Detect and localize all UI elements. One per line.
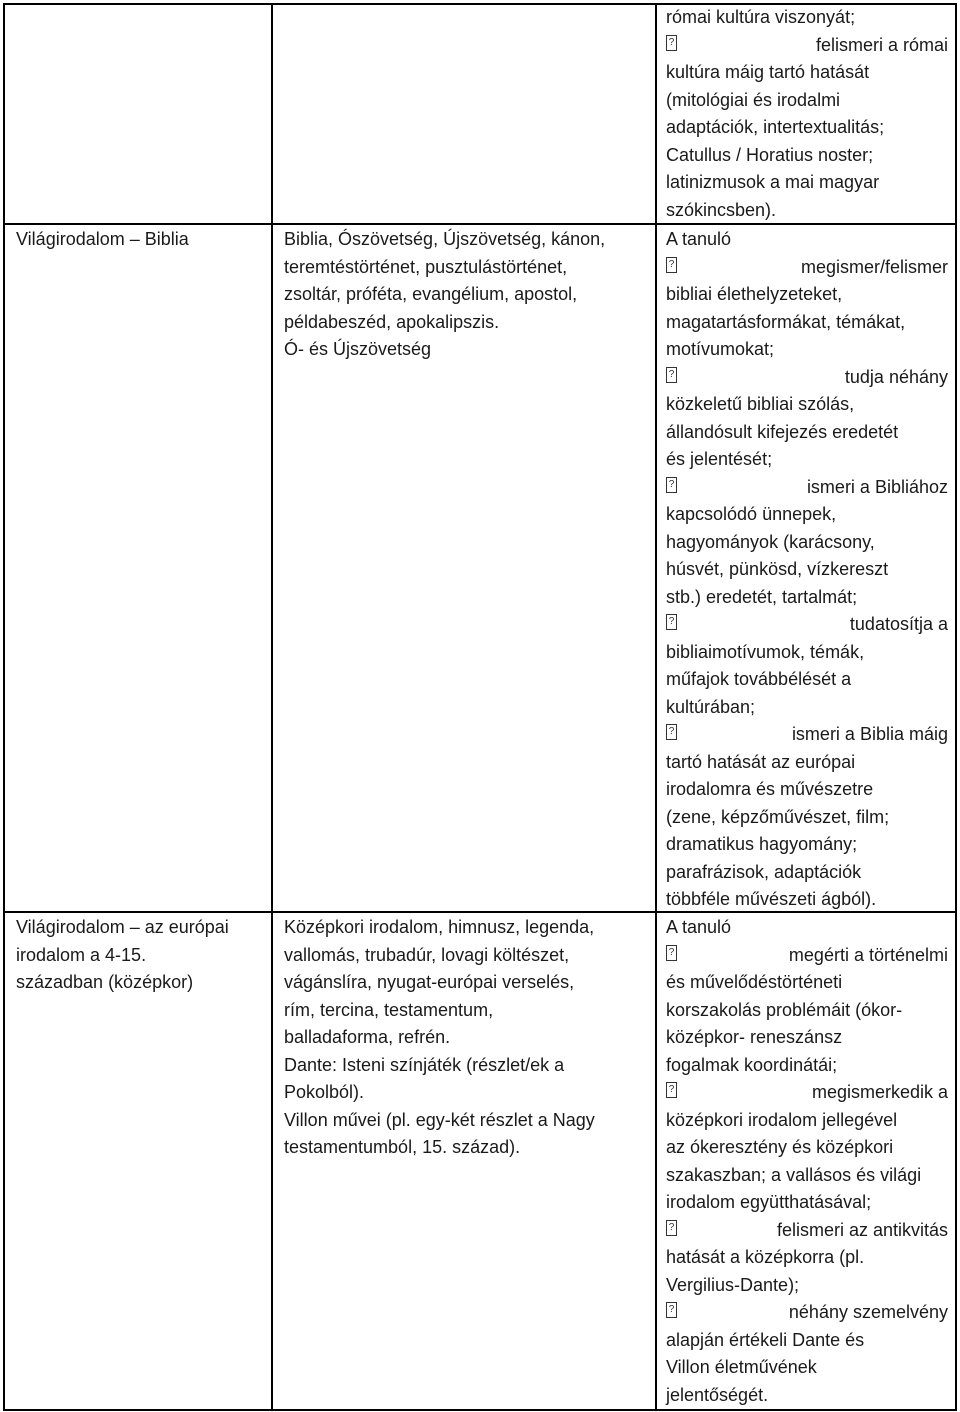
- bullet-text: megismerkedik a: [811, 1082, 948, 1102]
- bullet-icon: ?: [666, 367, 677, 383]
- table-border-right: [955, 3, 957, 1411]
- text-line: középkori irodalom jellegével: [666, 1109, 898, 1130]
- continuation-cell: [666, 4, 948, 224]
- bullet-item: [666, 942, 948, 970]
- text-line: Pokolból).: [284, 1082, 365, 1102]
- bullet-item: [666, 1299, 948, 1327]
- text-line: dramatikus hagyomány;: [666, 834, 858, 854]
- text-line: és jelentését;: [666, 449, 773, 469]
- text-line: Ó- és Újszövetség: [284, 339, 432, 359]
- text-line: hagyományok (karácsony,: [666, 531, 875, 552]
- concepts-cell-middle-ages: [284, 914, 644, 1162]
- text-line: stb.) eredetét, tartalmát;: [666, 586, 858, 607]
- text-line: középkor- reneszánsz: [666, 1027, 843, 1047]
- text-line: húsvét, pünkösd, vízkereszt: [666, 559, 889, 579]
- bullet-item: [666, 254, 948, 282]
- outcomes-cell-middle-ages: [666, 914, 948, 1409]
- bullet-icon: ?: [666, 1302, 677, 1318]
- text-line: magatartásformákat, témákat,: [666, 311, 906, 332]
- text-line: műfajok továbbélését a: [666, 669, 852, 689]
- topic-cell-bible: [16, 226, 248, 254]
- text-line: irodalomra és művészetre: [666, 779, 874, 799]
- text-line: Dante: Isteni színjáték (részlet/ek a: [284, 1054, 565, 1075]
- bullet-item: [666, 32, 948, 60]
- text-line: kultúrában;: [666, 696, 756, 717]
- text-line: teremtéstörténet, pusztulástörténet,: [284, 256, 568, 277]
- text-line: az ókeresztény és középkori: [666, 1137, 894, 1157]
- bullet-item: [666, 364, 948, 392]
- text-line: korszakolás problémáit (ókor-: [666, 999, 903, 1020]
- text-line: alapján értékeli Dante és: [666, 1329, 865, 1350]
- text-line: és művelődéstörténeti: [666, 972, 843, 992]
- column-divider-2: [655, 3, 657, 1411]
- text-line: adaptációk, intertextualitás;: [666, 117, 885, 137]
- bullet-item: [666, 721, 948, 749]
- bullet-icon: ?: [666, 257, 677, 273]
- text-line: parafrázisok, adaptációk: [666, 861, 862, 882]
- bullet-text: ismeri a Biblia máig: [791, 724, 948, 744]
- text-line: Villon művei (pl. egy-két részlet a Nagy: [284, 1109, 595, 1130]
- text-line: szókincsben).: [666, 199, 777, 220]
- bullet-text: tudja néhány: [844, 366, 948, 387]
- text-line: kultúra máig tartó hatását: [666, 62, 870, 82]
- bullet-icon: ?: [666, 614, 677, 630]
- text-line: példabeszéd, apokalipszis.: [284, 311, 500, 332]
- text-line: irodalom együtthatásával;: [666, 1192, 872, 1212]
- bullet-text: megismer/felismer: [800, 256, 948, 277]
- outcomes-intro: A tanuló: [666, 917, 732, 937]
- bullet-text: megérti a történelmi: [788, 944, 948, 965]
- text-line: Villon életművének: [666, 1357, 817, 1377]
- bullet-item: [666, 1079, 948, 1107]
- table-border-bottom: [3, 1409, 957, 1411]
- text-line: (mitológiai és irodalmi: [666, 89, 841, 110]
- concepts-cell-bible: [284, 226, 644, 364]
- text-line: Biblia, Ószövetség, Újszövetség, kánon,: [284, 229, 606, 249]
- bullet-text: felismeri a római: [815, 34, 948, 55]
- topic-title: Világirodalom – Biblia: [16, 229, 189, 249]
- text-line: jelentőségét.: [666, 1384, 769, 1405]
- text-line: Vergilius-Dante);: [666, 1274, 800, 1295]
- bullet-text: felismeri az antikvitás: [776, 1219, 948, 1240]
- text-line: római kultúra viszonyát;: [666, 7, 856, 27]
- topic-title: Világirodalom – az európai: [16, 917, 229, 937]
- text-line: kapcsolódó ünnepek,: [666, 504, 837, 524]
- table-border-left: [3, 3, 5, 1411]
- bullet-item: [666, 474, 948, 502]
- text-line: többféle művészeti ágból).: [666, 889, 877, 909]
- topic-cell-middle-ages: [16, 914, 248, 997]
- bullet-icon: ?: [666, 945, 677, 961]
- column-divider-1: [271, 3, 273, 1411]
- text-line: hatását a középkorra (pl.: [666, 1247, 865, 1267]
- bullet-icon: ?: [666, 35, 677, 51]
- bullet-item: [666, 1217, 948, 1245]
- text-line: balladaforma, refrén.: [284, 1027, 451, 1047]
- bullet-icon: ?: [666, 1082, 677, 1098]
- bullet-icon: ?: [666, 724, 677, 740]
- text-line: vágánslíra, nyugat-európai verselés,: [284, 972, 575, 992]
- text-line: vallomás, trubadúr, lovagi költészet,: [284, 944, 570, 965]
- text-line: bibliai élethelyzeteket,: [666, 284, 843, 304]
- text-line: közkeletű bibliai szólás,: [666, 394, 855, 414]
- text-line: állandósult kifejezés eredetét: [666, 421, 899, 442]
- outcomes-cell-bible: [666, 226, 948, 914]
- bullet-text: tudatosítja a: [849, 614, 948, 634]
- topic-title: irodalom a 4-15.: [16, 944, 147, 965]
- text-line: latinizmusok a mai magyar: [666, 172, 880, 192]
- text-line: Középkori irodalom, himnusz, legenda,: [284, 917, 595, 937]
- text-line: bibliaimotívumok, témák,: [666, 641, 865, 662]
- bullet-icon: ?: [666, 477, 677, 493]
- text-line: Catullus / Horatius noster;: [666, 144, 874, 165]
- text-line: zsoltár, próféta, evangélium, apostol,: [284, 284, 578, 304]
- text-line: szakaszban; a vallásos és világi: [666, 1164, 922, 1185]
- text-line: fogalmak koordinátái;: [666, 1054, 838, 1075]
- bullet-item: [666, 611, 948, 639]
- topic-title: században (középkor): [16, 972, 194, 992]
- text-line: motívumokat;: [666, 339, 775, 359]
- text-line: testamentumból, 15. század).: [284, 1137, 521, 1157]
- text-line: rím, tercina, testamentum,: [284, 999, 494, 1020]
- bullet-text: ismeri a Bibliához: [806, 476, 948, 497]
- text-line: tartó hatását az európai: [666, 751, 856, 772]
- text-line: (zene, képzőművészet, film;: [666, 806, 890, 827]
- bullet-icon: ?: [666, 1220, 677, 1236]
- bullet-text: néhány szemelvény: [788, 1302, 948, 1322]
- outcomes-intro: A tanuló: [666, 229, 732, 249]
